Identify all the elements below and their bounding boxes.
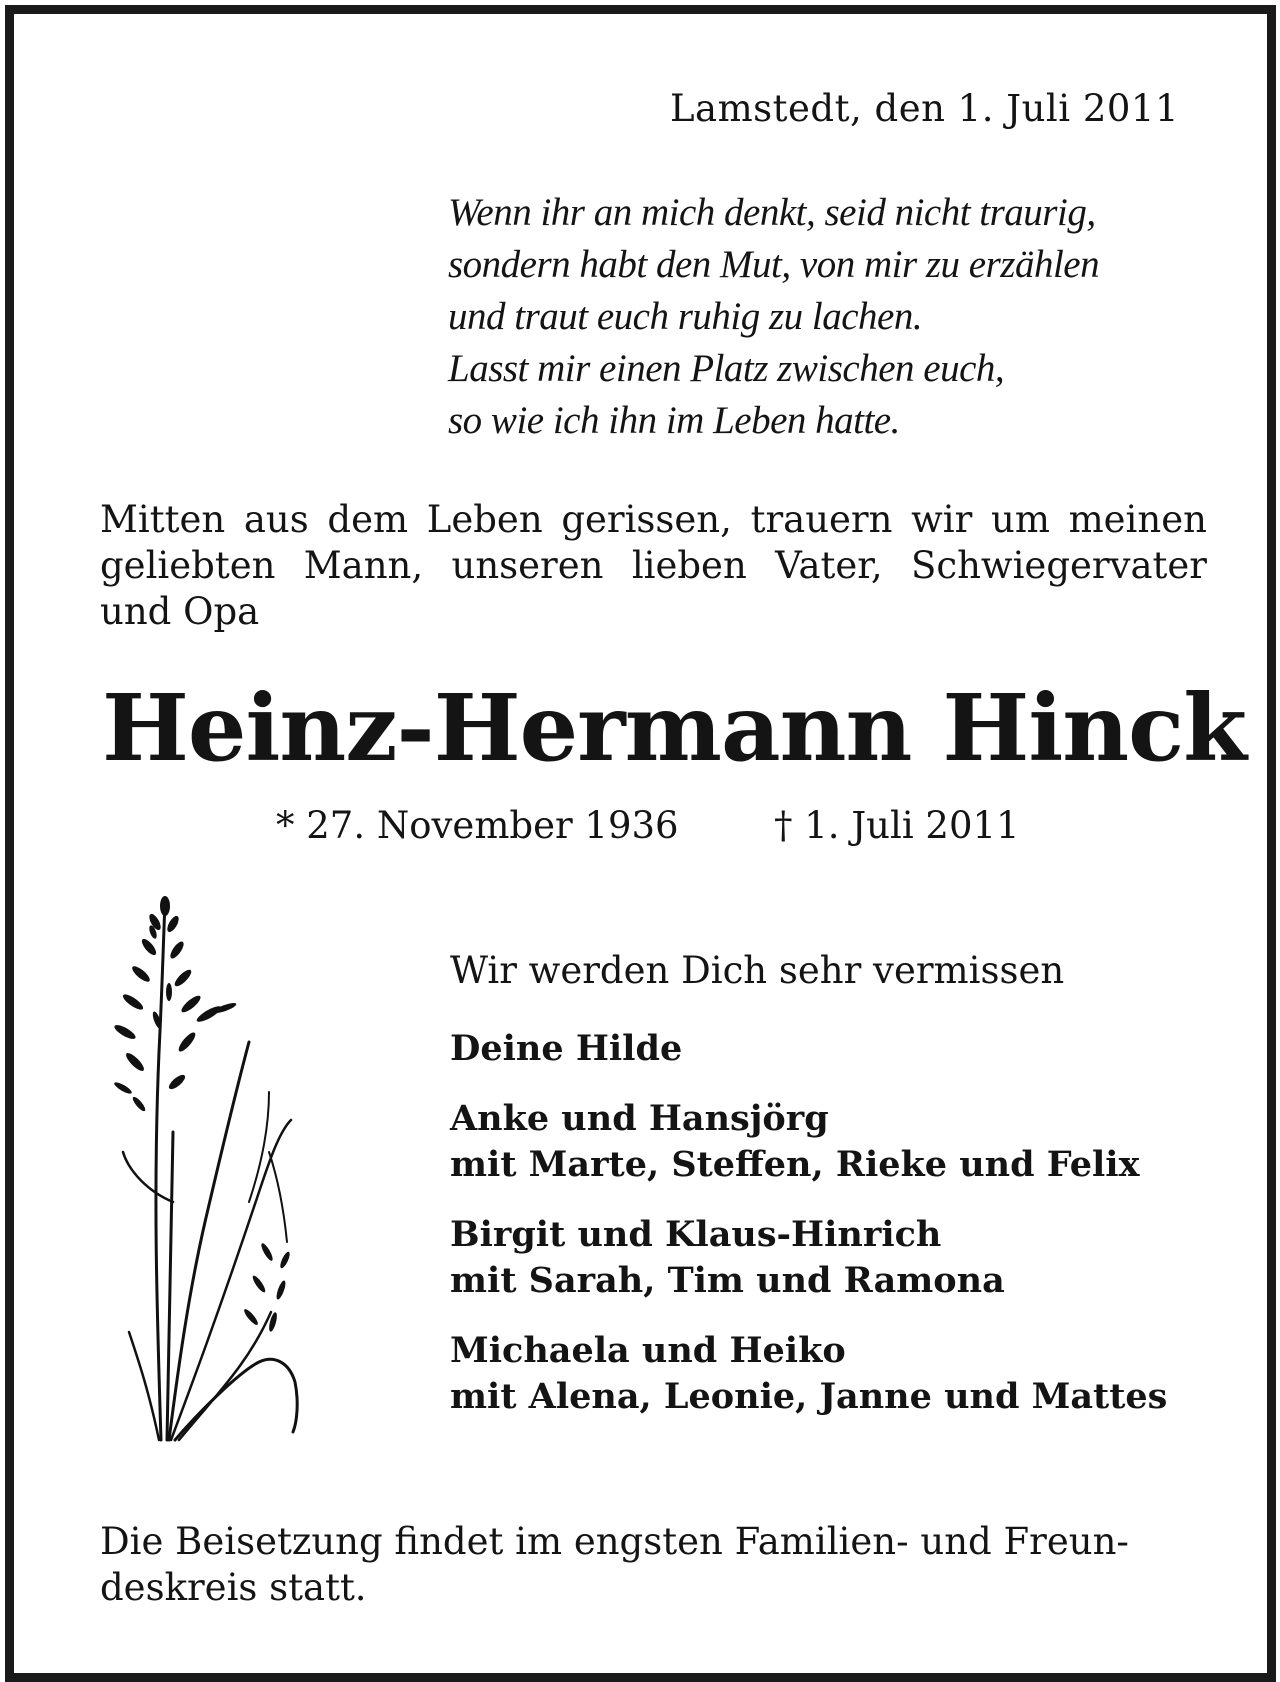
family-signatures <box>450 949 1167 1444</box>
family-line: mit Sarah, Tim und Ramona <box>450 1260 1005 1301</box>
family-group <box>450 1096 1167 1188</box>
poem <box>448 187 1099 447</box>
word: Vater, <box>775 544 883 587</box>
family-line: mit Alena, Leonie, Janne und Mattes <box>450 1376 1168 1417</box>
intro-text <box>100 497 1207 635</box>
intro-line <box>100 543 1207 589</box>
word: Mann, <box>303 544 424 587</box>
poem-line: Lasst mir einen Platz zwischen euch, <box>448 347 1005 390</box>
funeral-notice <box>100 1519 1210 1611</box>
word: Mitten <box>100 498 226 541</box>
intro-line: und Opa <box>100 590 260 633</box>
poem-line: sondern habt den Mut, von mir zu erzählen <box>448 243 1100 286</box>
word: meinen <box>1068 498 1207 541</box>
word: um <box>990 498 1050 541</box>
poem-line: Wenn ihr an mich denkt, seid nicht traurig, <box>448 191 1096 234</box>
poem-line: so wie ich ihn im Leben hatte. <box>448 399 900 442</box>
word: geliebten <box>100 544 276 587</box>
miss-line: Wir werden Dich sehr vermissen <box>450 949 1065 992</box>
family-line: Deine Hilde <box>450 1028 683 1069</box>
family-line: Anke und Hansjörg <box>450 1098 829 1139</box>
word: Leben <box>426 498 543 541</box>
word: wir <box>911 498 973 541</box>
family-line: Birgit und Klaus-Hinrich <box>450 1214 942 1255</box>
death-date: † 1. Juli 2011 <box>774 804 1020 847</box>
word: trauern <box>750 498 893 541</box>
word: dem <box>327 498 409 541</box>
footer-line: deskreis statt. <box>100 1566 367 1609</box>
intro-line <box>100 497 1207 543</box>
grass-stalk-icon <box>109 892 309 1448</box>
deceased-name: Heinz-Hermann Hinck <box>102 674 1246 782</box>
family-line: Michaela und Heiko <box>450 1330 846 1371</box>
place-date: Lamstedt, den 1. Juli 2011 <box>669 87 1179 130</box>
footer-line: Die Beisetzung findet im engsten Familien- und Freun- <box>100 1520 1129 1563</box>
family-line: mit Marte, Steffen, Rieke und Felix <box>450 1144 1140 1185</box>
family-group <box>450 1328 1167 1420</box>
word: lieben <box>631 544 747 587</box>
poem-line: und traut euch ruhig zu lachen. <box>448 295 923 338</box>
word: gerissen, <box>561 498 732 541</box>
birth-date: * 27. November 1936 <box>276 804 679 847</box>
word: unseren <box>451 544 604 587</box>
obituary-frame <box>5 5 1276 1682</box>
family-group <box>450 1212 1167 1304</box>
word: aus <box>243 498 309 541</box>
word: Schwiegervater <box>911 544 1207 587</box>
family-group <box>450 1026 1167 1072</box>
